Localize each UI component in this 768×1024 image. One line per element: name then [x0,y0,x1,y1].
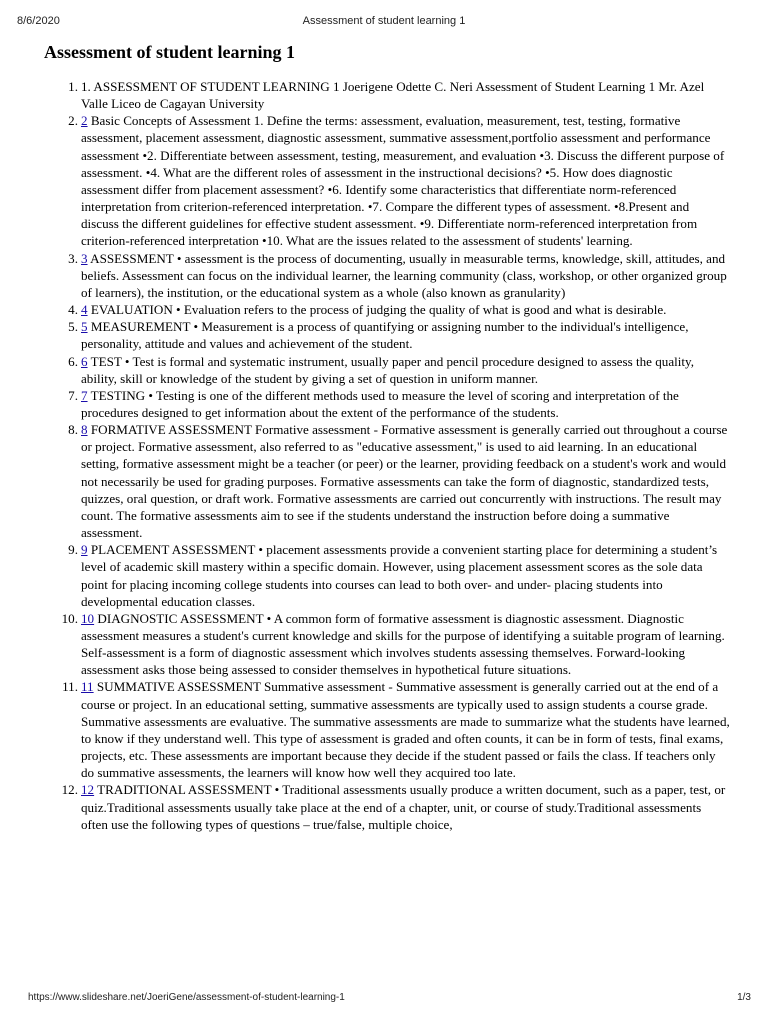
list-item [0,318,768,352]
print-footer [0,992,768,1016]
list-item [0,610,768,679]
list-item-text: PLACEMENT ASSESSMENT • placement assessments provide a convenient starting place for determining a student’s level of academic skill mastery within a specific domain. However, using placement assessment scores as the sole data point for placing incoming college students into courses can lead to both over- and under- placing students into developmental education classes. [81,542,718,609]
list-item-number: 3. [68,250,78,266]
list-item-number: 4. [68,302,78,318]
list-item-text: TRADITIONAL ASSESSMENT • Traditional assessments usually produce a written document, such as a paper, test, or quiz.Traditional assessments usually take place at the end of a chapter, unit, or course of study.Traditional assessments often use the following types of questions – true/false, multiple choice, [81,782,726,832]
footer-url[interactable]: https://www.slideshare.net/JoeriGene/assessment-of-student-learning-1 [28,992,345,1003]
list-item-number: 8. [68,422,78,438]
list-item-text: TESTING • Testing is one of the different methods used to measure the level of scoring and interpretation of the procedures designed to get information about the extent of the performance of the students. [81,387,679,420]
document-title: Assessment of student learning 1 [44,42,296,62]
list-item-text: 1. ASSESSMENT OF STUDENT LEARNING 1 Joerigene Odette C. Neri Assessment of Student Learning 1 Mr. Azel Valle Liceo de Cagayan University [81,79,705,112]
list-item [0,301,768,318]
list-item [0,353,768,387]
slide-link[interactable]: 3 [81,250,88,266]
list-item [0,678,768,781]
print-page-title: Assessment of student learning 1 [302,15,466,27]
list-item-number: 5. [68,319,78,335]
slide-link[interactable]: 4 [81,302,88,318]
page-number: 1/3 [737,992,751,1003]
document-body [0,40,768,833]
list-item-text: SUMMATIVE ASSESSMENT Summative assessment - Summative assessment is generally carried out at the end of a course or project. In an educational setting, summative assessments are typically used to assign students a course grade. Summative assessments are evaluative. The summative assessments are made to summarize what the students have learned, to know if they understand well. This type of assessment is graded and often counts, it can be in form of tests, final exams, projects, etc. These assessments are important because they decide if the student passed or fails the class. If teachers only do summative assessments, the learners will know how well they acquired too late. [81,679,730,781]
slide-link[interactable]: 2 [81,113,88,129]
list-item-text: FORMATIVE ASSESSMENT Formative assessment - Formative assessment is generally carried out throughout a course or project. Formative assessment, also referred to as "educative assessment," is used to aid learning. In an educational setting, formative assessment might be a teacher (or peer) or the learner, providing feedback on a student's work and would not necessarily be used for grading purposes. Formative assessments can take the form of diagnostic, standardized tests, quizzes, oral question, or draft work. Formative assessments are carried out concurrently with instructions. The result may count. The formative assessments aim to see if the students understand the instruction before doing a summative assessment. [81,422,728,541]
print-header [0,0,768,30]
list-item [0,387,768,421]
list-item-number: 10. [61,610,78,626]
list-item-number: 6. [68,353,78,369]
list-item-number: 12. [61,782,78,798]
list-item-text: EVALUATION • Evaluation refers to the process of judging the quality of what is good and what is desirable. [90,302,667,318]
list-item [0,421,768,541]
list-item-text: TEST • Test is formal and systematic instrument, usually paper and pencil procedure designed to assess the quality, ability, skill or knowledge of the student by giving a set of question in uniform manner. [81,353,695,386]
print-date: 8/6/2020 [17,15,60,27]
slide-list [0,78,768,833]
list-item-text: DIAGNOSTIC ASSESSMENT • A common form of formative assessment is diagnostic assessment. Diagnostic assessment measures a student's current knowledge and skills for the purpose of identifying a suitable program of learning. Self-assessment is a form of diagnostic assessment which involves students assessing themselves. Forward-looking assessment asks those being assessed to consider themselves in hypothetical future situations. [81,610,725,678]
slide-link[interactable]: 8 [81,422,88,438]
list-item [0,250,768,301]
list-item [0,541,768,610]
list-item-number: 1. [68,79,78,94]
slide-link[interactable]: 10 [81,610,95,626]
list-item-number: 7. [68,387,78,403]
list-item [0,112,768,249]
slide-link[interactable]: 6 [81,353,88,369]
list-item-number: 9. [68,542,78,558]
list-item [0,781,768,832]
slide-link[interactable]: 9 [81,542,88,558]
list-item-number: 11. [62,679,78,695]
list-item-text: ASSESSMENT • assessment is the process of documenting, usually in measurable terms, knowledge, skill, attitudes, and beliefs. Assessment can focus on the individual learner, the learning community (class, workshop, or other organized group of learners), the institution, or the educational system as a whole (also known as granularity) [81,250,727,300]
slide-link[interactable]: 12 [81,782,95,798]
slide-link[interactable]: 5 [81,319,88,335]
list-item [0,78,768,112]
list-item-text: Basic Concepts of Assessment 1. Define the terms: assessment, evaluation, measurement, test, testing, formative assessment, placement assessment, diagnostic assessment, summative assessment,portfolio assessment and performance assessment •2. Differentiate between assessment, testing, measurement, and evaluation •3. Discuss the different purpose of assessment. •4. What are the different roles of assessment in the instructional decisions? •5. How does diagnostic assessment differ from placement assessment? •6. Identify some characteristics that differentiate norm-referenced interpretation from criterion-referenced interpretation. •7. Compare the different types of assessment. •8.Present and discuss the different guidelines for effective student assessment. •9. Differentiate norm-referenced interpretation from criterion-referenced interpretation •10. What are the issues related to the assessment of students' learning. [81,113,725,249]
list-item-number: 2. [68,113,78,129]
list-item-text: MEASUREMENT • Measurement is a process of quantifying or assigning number to the individual's intelligence, personality, attitude and values and achievement of the student. [81,319,689,352]
slide-link[interactable]: 7 [81,387,88,403]
slide-link[interactable]: 11 [81,679,94,695]
